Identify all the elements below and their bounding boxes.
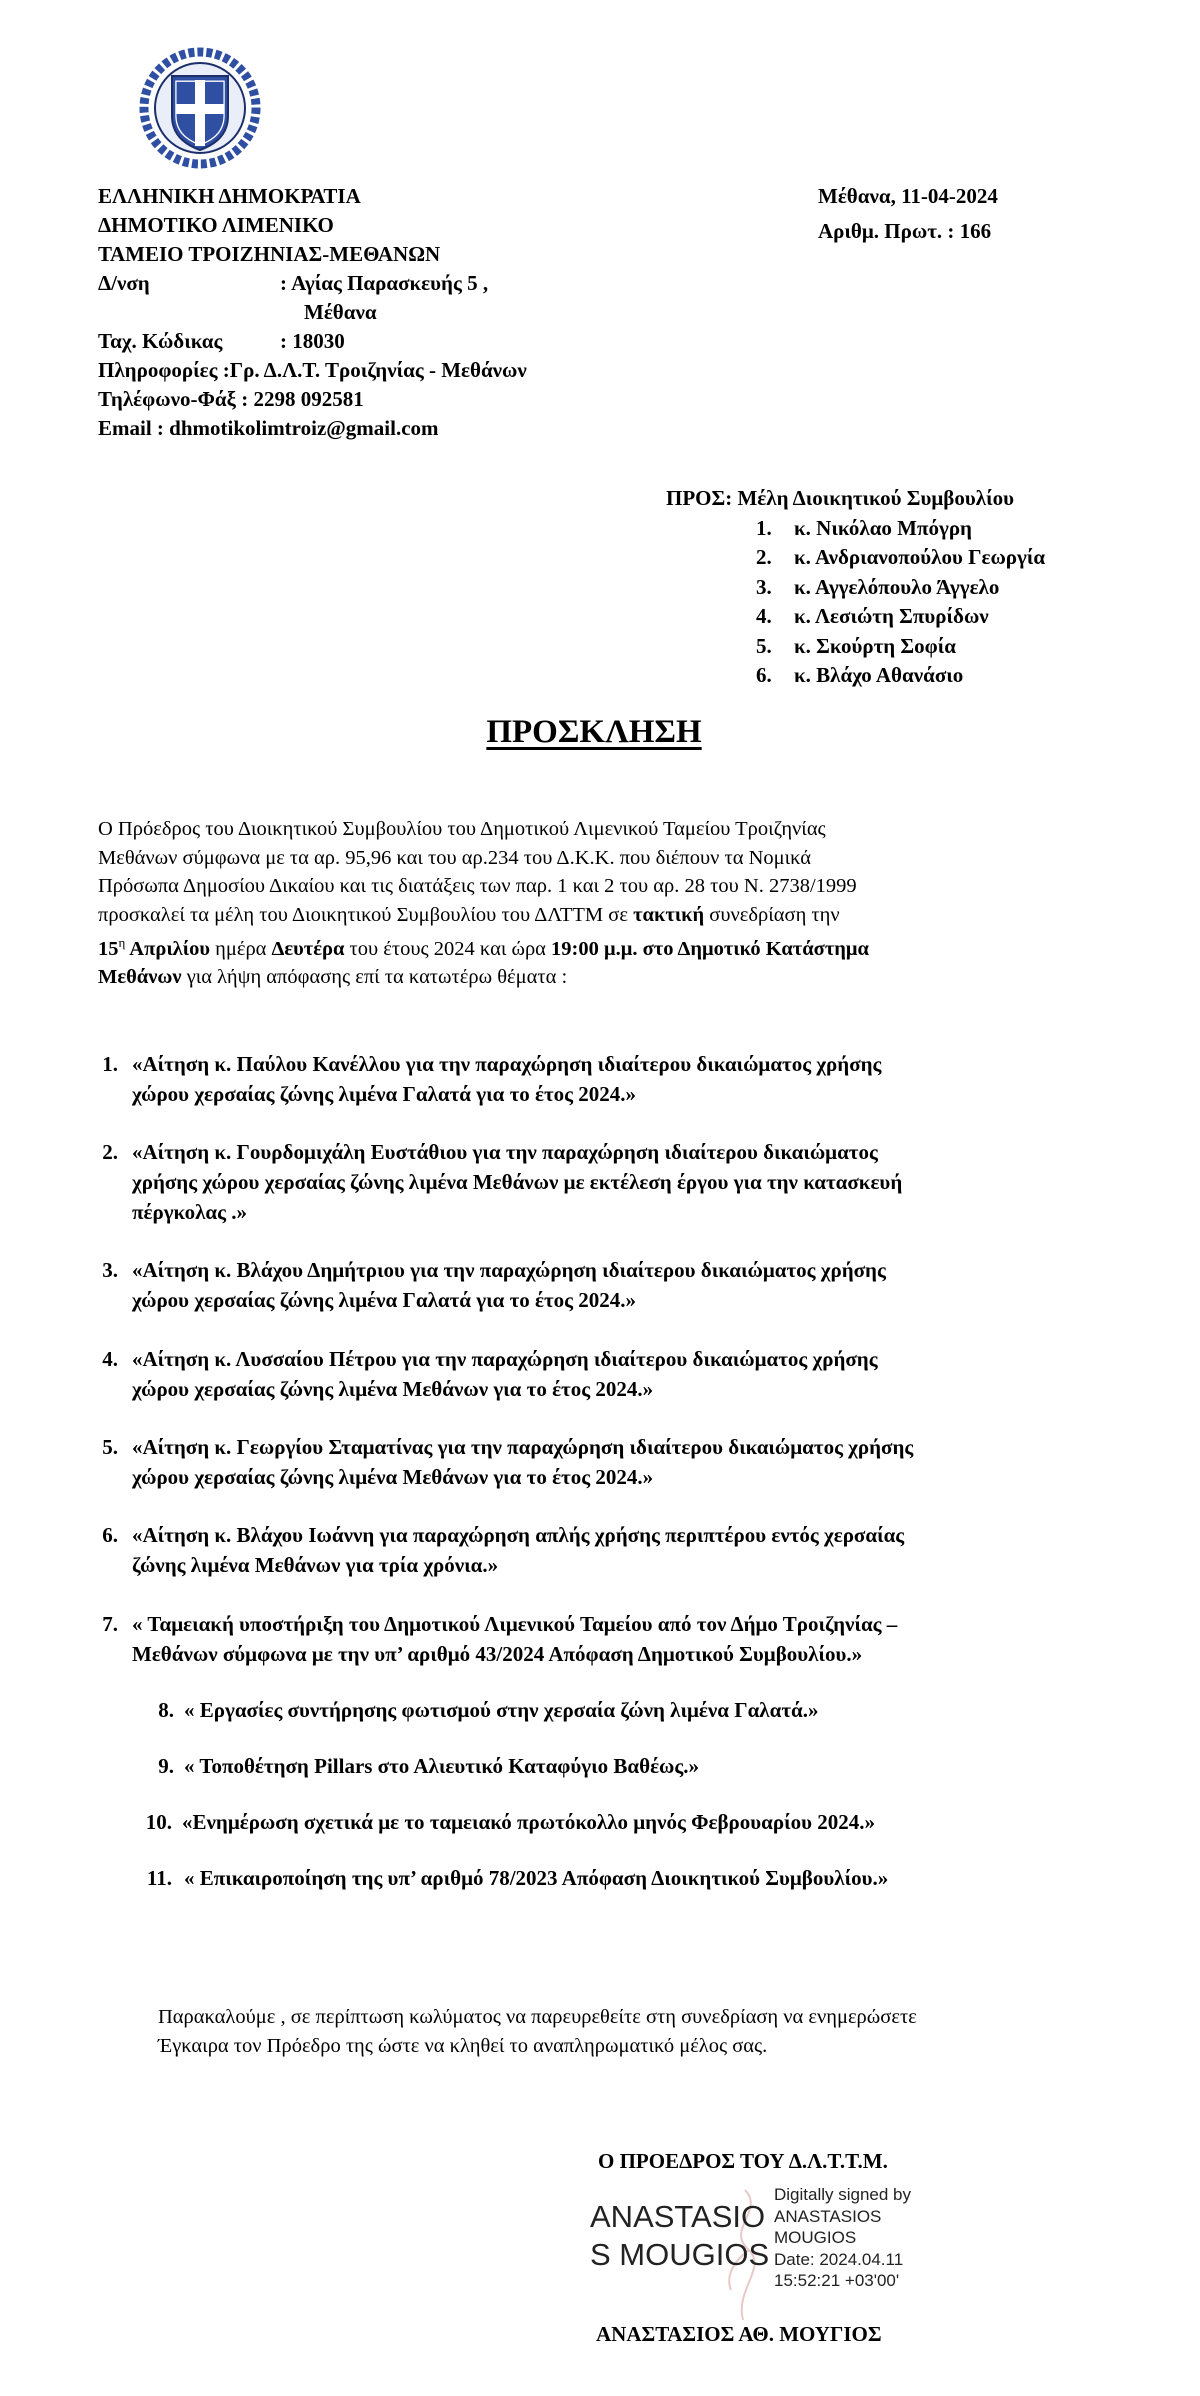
address-label: Δ/νση <box>98 271 150 295</box>
intro-line: Ο Πρόεδρος του Διοικητικού Συμβουλίου του Δημοτικού Λιμενικού Ταμείου Τροιζηνίας <box>98 818 826 840</box>
agenda-item-2: 2. «Αίτηση κ. Γουρδομιχάλη Ευστάθιου για την παραχώρηση ιδιαίτερου δικαιώματος χρήσης χώρου χερσαίας ζώνης λιμένα Μεθάνων με εκτέλεση έργου για την κατασκευή πέργκολας .» <box>102 1140 903 1224</box>
intro-line: $15^\eta$ Απριλίου ημέρα Δευτέρα του έτους 2024 και ώρα 19:00 μ.μ. στο Δημοτικό Κατάστημα <box>98 935 869 960</box>
recipients-heading: ΠΡΟΣ: Μέλη Διοικητικού Συμβουλίου <box>666 486 1014 510</box>
recipient-name: κ. Αγγελόπουλο Άγγελο <box>794 574 1000 599</box>
digital-signature-name: ANASTASIO S MOUGIOS <box>590 2199 770 2272</box>
recipient-item: 3. κ. Αγγελόπουλο Άγγελο <box>756 573 1045 603</box>
intro-line: προσκαλεί τα μέλη του Διοικητικού Συμβουλίου του ΔΛΤΤΜ σε τακτική συνεδρίαση την <box>98 903 840 926</box>
agenda-item-5: 5. «Αίτηση κ. Γεωργίου Σταματίνας για την παραχώρηση ιδιαίτερου δικαιώματος χρήσης χώρου χερσαίας ζώνης λιμένα Μεθάνων για το έτος 2024.» <box>102 1435 914 1489</box>
recipient-item: 6. κ. Βλάχο Αθανάσιο <box>756 661 1045 691</box>
header-line-1: ΕΛΛΗΝΙΚΗ ΔΗΜΟΚΡΑΤΙΑ <box>98 184 361 208</box>
closing-paragraph <box>158 2003 917 2061</box>
signature-title: Ο ΠΡΟΕΔΡΟΣ ΤΟΥ Δ.Λ.Τ.Τ.Μ. <box>598 2149 888 2173</box>
postal-label: Ταχ. Κώδικας <box>98 329 223 353</box>
header-line-2: ΔΗΜΟΤΙΚΟ ΛΙΜΕΝΙΚΟ <box>98 213 334 237</box>
closing-line: Παρακαλούμε , σε περίπτωση κωλύματος να παρευρεθείτε στη συνεδρίαση να ενημερώσετε <box>158 2006 917 2028</box>
header-line-3: ΤΑΜΕΙΟ ΤΡΟΙΖΗΝΙΑΣ-ΜΕΘΑΝΩΝ <box>98 242 441 266</box>
protocol-line: Αριθμ. Πρωτ. : 166 <box>818 219 992 243</box>
info-line: Πληροφορίες :Γρ. Δ.Λ.Τ. Τροιζηνίας - Μεθάνων <box>98 358 527 382</box>
recipient-name: κ. Νικόλαο Μπόγρη <box>794 515 972 540</box>
agenda-item-4: 4. «Αίτηση κ. Λυσσαίου Πέτρου για την παραχώρηση ιδιαίτερου δικαιώματος χρήσης χώρου χερσαίας ζώνης λιμένα Μεθάνων για το έτος 2024.» <box>102 1347 878 1401</box>
agenda-item-10: 10. «Ενημέρωση σχετικά με το ταμειακό πρωτόκολλο μηνός Φεβρουαρίου 2024.» <box>145 1810 876 1834</box>
recipient-name: κ. Βλάχο Αθανάσιο <box>794 663 964 687</box>
greek-coat-of-arms-icon <box>138 46 262 170</box>
address-value-city: Μέθανα <box>304 300 377 324</box>
email-line: Email : dhmotikolimtroiz@gmail.com <box>98 416 439 440</box>
recipient-item: 4. κ. Λεσιώτη Σπυρίδων <box>756 602 1045 632</box>
intro-line: Πρόσωπα Δημοσίου Δικαίου και τις διατάξεις των παρ. 1 και 2 του αρ. 28 του Ν. 2738/1999 <box>98 875 857 897</box>
recipient-item: 1. κ. Νικόλαο Μπόγρη <box>756 514 1045 544</box>
closing-line: Έγκαιρα τον Πρόεδρο της ώστε να κληθεί το αναπληρωματικό μέλος σας. <box>158 2035 768 2057</box>
agenda-item-11: 11. « Επικαιροποίηση της υπ’ αριθμό 78/2023 Απόφαση Διοικητικού Συμβουλίου.» <box>146 1866 889 1890</box>
date-line: Μέθανα, 11-04-2024 <box>818 184 998 208</box>
intro-paragraph <box>98 815 1088 992</box>
agenda-item-3: 3. «Αίτηση κ. Βλάχου Δημήτριου για την παραχώρηση ιδιαίτερου δικαιώματος χρήσης χώρου χερσαίας ζώνης λιμένα Γαλατά για το έτος 2024.» <box>102 1258 886 1312</box>
agenda-item-7: 7. « Ταμειακή υποστήριξη του Δημοτικού Λιμενικού Ταμείου από τον Δήμο Τροιζηνίας – Μεθάνων σύμφωνα με την υπ’ αριθμό 43/2024 Απόφαση Δημοτικού Συμβουλίου.» <box>102 1612 898 1666</box>
recipient-name: κ. Σκούρτη Σοφία <box>794 633 957 658</box>
postal-value: : 18030 <box>280 329 345 353</box>
agenda-item-1: 1. «Αίτηση κ. Παύλου Κανέλλου για την παραχώρηση ιδιαίτερου δικαιώματος χρήσης χώρου χερσαίας ζώνης λιμένα Γαλατά για το έτος 2024.» <box>102 1052 882 1106</box>
signatory-name: ΑΝΑΣΤΑΣΙΟΣ ΑΘ. ΜΟΥΓΙΟΣ <box>596 2322 882 2346</box>
intro-line: Μεθάνων για λήψη απόφασης επί τα κατωτέρω θέματα : <box>98 966 568 989</box>
recipient-name: κ. Ανδριανοπούλου Γεωργία <box>794 545 1046 569</box>
phone-line: Τηλέφωνο-Φάξ : 2298 092581 <box>98 387 364 411</box>
agenda-item-6: 6. «Αίτηση κ. Βλάχου Ιωάννη για παραχώρηση απλής χρήσης περιπτέρου εντός χερσαίας ζώνης λιμένα Μεθάνων για τρία χρόνια.» <box>102 1523 905 1577</box>
recipients-block <box>666 484 1045 691</box>
agenda-item-9: 9. « Τοποθέτηση Pillars στο Αλιευτικό Καταφύγιο Βαθέως.» <box>158 1754 700 1778</box>
recipient-item: 5. κ. Σκούρτη Σοφία <box>756 632 1045 662</box>
intro-line: Μεθάνων σύμφωνα με τα αρ. 95,96 και του αρ.234 του Δ.Κ.Κ. που διέπουν τα Νομικά <box>98 846 812 869</box>
document-title: ΠΡΟΣΚΛΗΣΗ <box>486 714 702 750</box>
digital-signature-details: Digitally signed by ANASTASIOS MOUGIOS Date: 2024.04.11 15:52:21 +03'00' <box>774 2185 912 2290</box>
recipient-name: κ. Λεσιώτη Σπυρίδων <box>794 604 989 628</box>
agenda-item-8: 8. « Εργασίες συντήρησης φωτισμού στην χερσαία ζώνη λιμένα Γαλατά.» <box>158 1698 819 1722</box>
address-value: : Αγίας Παρασκευής 5 , <box>280 271 489 295</box>
recipient-item: 2. κ. Ανδριανοπούλου Γεωργία <box>756 543 1045 573</box>
